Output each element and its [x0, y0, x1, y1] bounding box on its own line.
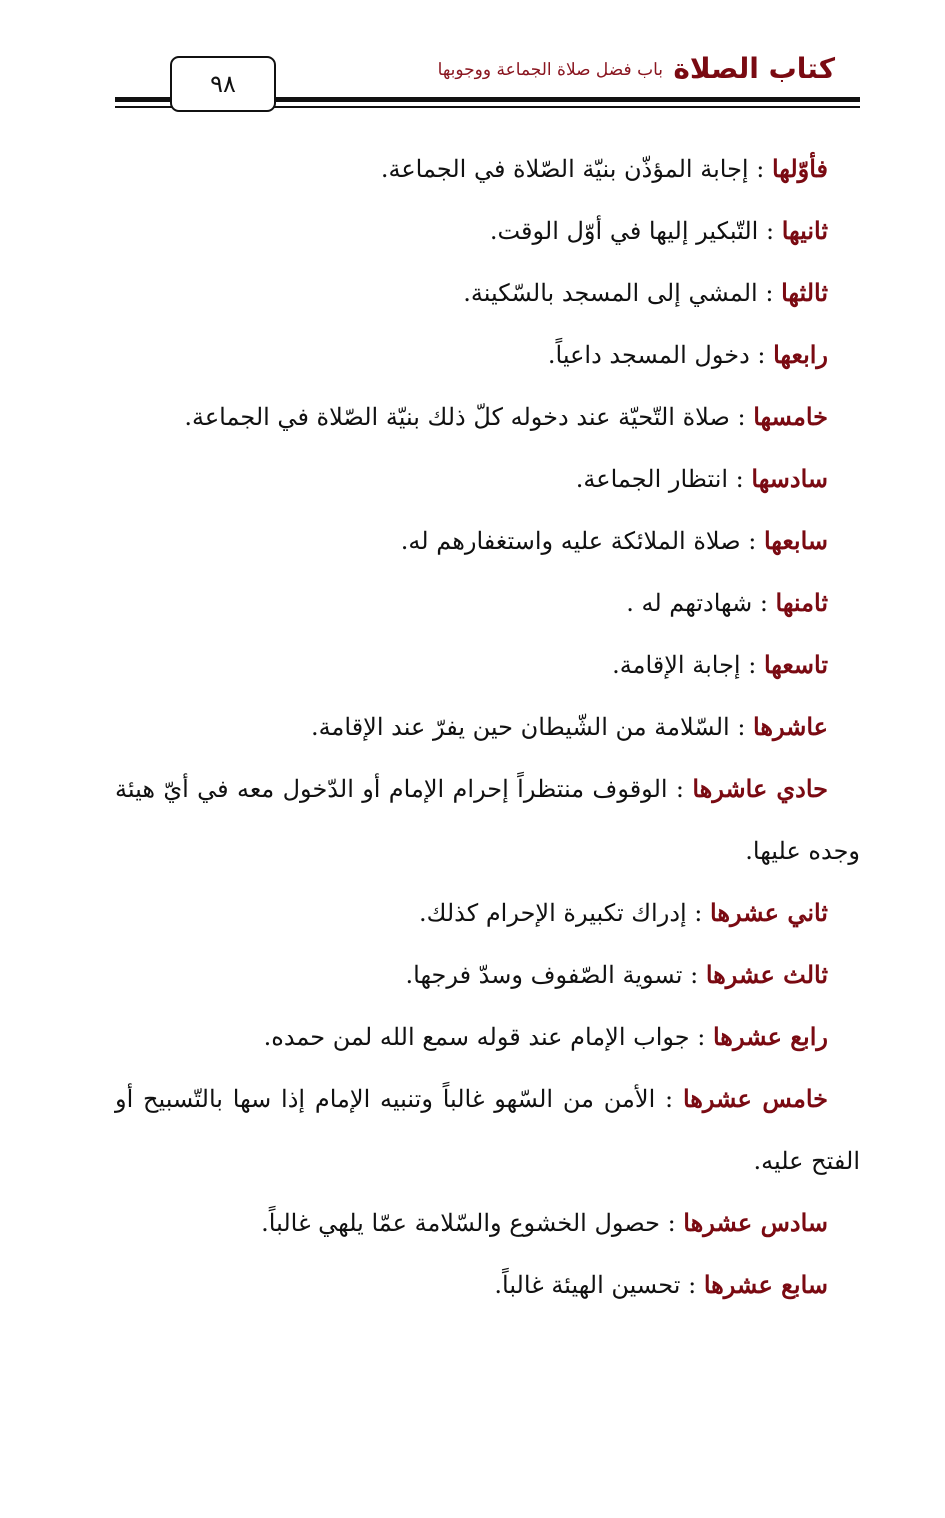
list-item — [115, 696, 860, 758]
item-label: سادس عشرها — [683, 1208, 828, 1237]
item-label: سابع عشرها — [703, 1270, 828, 1299]
item-text: : الأمن من السّهو غالباً وتنبيه الإمام إذا سها بالتّسبيح أو الفتح عليه. — [115, 1085, 860, 1175]
list-item — [115, 1254, 860, 1316]
item-label: رابع عشرها — [712, 1022, 828, 1051]
item-text: : حصول الخشوع والسّلامة عمّا يلهي غالباً. — [261, 1209, 684, 1237]
item-text: : صلاة الملائكة عليه واستغفارهم له. — [400, 527, 764, 555]
item-label: تاسعها — [763, 650, 828, 679]
page-header — [0, 0, 945, 120]
list-item — [115, 1192, 860, 1254]
list-item — [115, 262, 860, 324]
list-item — [115, 758, 860, 882]
list-item — [115, 572, 860, 634]
item-label: سادسها — [751, 464, 828, 493]
list-item — [115, 634, 860, 696]
page-number-box — [170, 56, 276, 112]
item-label: ثانيها — [781, 216, 828, 245]
item-text: : السّلامة من الشّيطان حين يفرّ عند الإقامة. — [311, 713, 754, 741]
list-item — [115, 200, 860, 262]
item-text: : صلاة التّحيّة عند دخوله كلّ ذلك بنيّة الصّلاة في الجماعة. — [184, 403, 754, 431]
item-text: : إجابة المؤذّن بنيّة الصّلاة في الجماعة. — [380, 155, 772, 183]
list-item — [115, 1068, 860, 1192]
list-item — [115, 448, 860, 510]
page-number: ٩٨ — [210, 70, 236, 98]
book-title: كتاب الصلاة — [673, 52, 835, 85]
list-item — [115, 324, 860, 386]
chapter-title: باب فضل صلاة الجماعة ووجوبها — [437, 60, 663, 80]
item-label: سابعها — [763, 526, 828, 555]
list-item — [115, 510, 860, 572]
list-item — [115, 1006, 860, 1068]
page-body — [115, 138, 860, 1316]
item-text: : المشي إلى المسجد بالسّكينة. — [463, 279, 782, 307]
item-text: : دخول المسجد داعياً. — [547, 341, 774, 369]
item-text: : تسوية الصّفوف وسدّ فرجها. — [405, 961, 706, 989]
item-text: : تحسين الهيئة غالباً. — [494, 1271, 704, 1299]
item-label: ثاني عشرها — [710, 898, 828, 927]
item-label: فأوّلها — [771, 154, 828, 183]
item-label: رابعها — [773, 340, 828, 369]
item-label: خامس عشرها — [682, 1084, 828, 1113]
item-text: : شهادتهم له . — [626, 589, 776, 617]
item-label: خامسها — [753, 402, 828, 431]
item-text: : انتظار الجماعة. — [575, 465, 752, 493]
item-label: عاشرها — [753, 712, 828, 741]
item-text: : إدراك تكبيرة الإحرام كذلك. — [419, 899, 711, 927]
item-label: ثالث عشرها — [705, 960, 828, 989]
item-label: حادي عاشرها — [692, 774, 828, 803]
list-item — [115, 944, 860, 1006]
item-text: : جواب الإمام عند قوله سمع الله لمن حمده. — [263, 1023, 713, 1051]
list-item — [115, 386, 860, 448]
item-label: ثامنها — [775, 588, 828, 617]
list-item — [115, 882, 860, 944]
list-item — [115, 138, 860, 200]
item-text: : التّبكير إليها في أوّل الوقت. — [489, 217, 782, 245]
item-text: : الوقوف منتظراً إحرام الإمام أو الدّخول معه في أيّ هيئة وجده عليها. — [115, 775, 860, 865]
item-label: ثالثها — [781, 278, 828, 307]
item-text: : إجابة الإقامة. — [612, 651, 764, 679]
